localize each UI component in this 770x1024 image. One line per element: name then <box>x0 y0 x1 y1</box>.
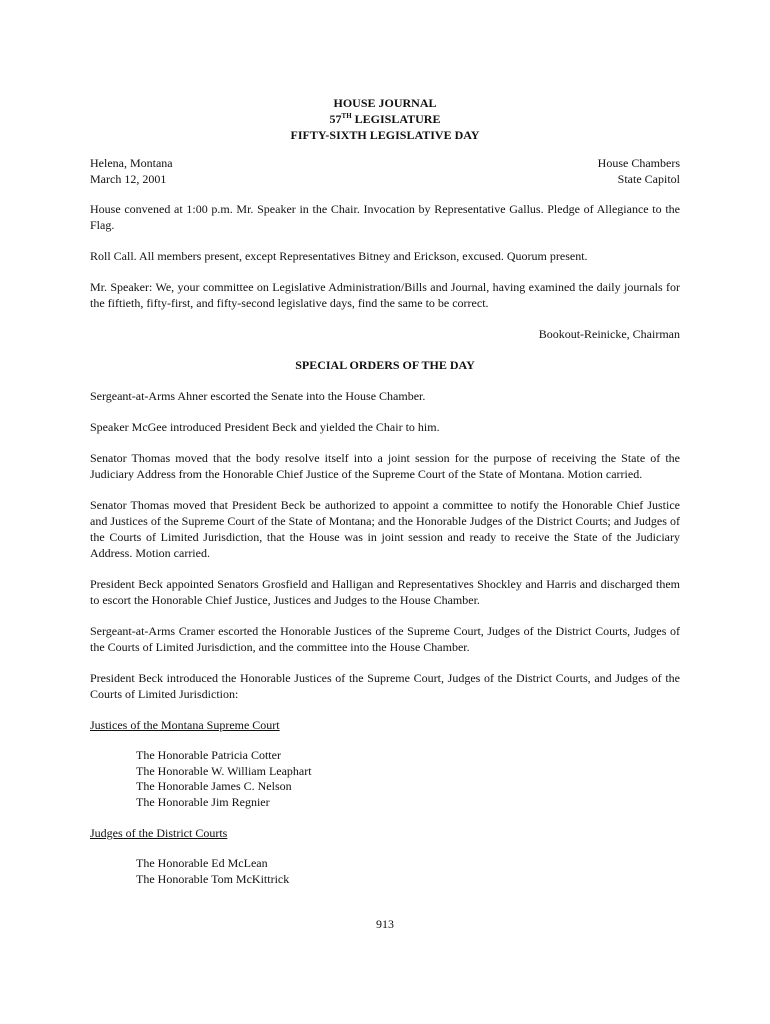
list-item: The Honorable Patricia Cotter <box>136 748 281 762</box>
supreme-court-heading: Justices of the Montana Supreme Court <box>90 718 280 732</box>
list-item: The Honorable Tom McKittrick <box>136 871 290 886</box>
legislature-number: 57 <box>329 112 342 126</box>
date: March 12, 2001 <box>90 172 167 186</box>
paragraph-convened: House convened at 1:00 p.m. Mr. Speaker in the Chair. Invocation by Representative Gallus. Pledge of Allegiance to the Flag. <box>90 202 680 232</box>
list-item: The Honorable Jim Regnier <box>136 794 270 809</box>
list-item: The Honorable James C. Nelson <box>136 779 292 793</box>
list-item: The Honorable Ed McLean <box>136 856 268 870</box>
paragraph-committee-report: Mr. Speaker: We, your committee on Legislative Administration/Bills and Journal, having examined the daily journals for the fiftieth, fifty-first, and fifty-second legislative days, find the same to be correct. <box>90 280 680 310</box>
location-left <box>90 155 173 187</box>
district-courts-heading: Judges of the District Courts <box>90 826 228 840</box>
supreme-court-list <box>90 748 680 810</box>
location-right <box>598 155 680 187</box>
journal-page <box>90 95 680 887</box>
page-number: 913 <box>376 917 394 931</box>
building: State Capitol <box>617 172 680 186</box>
legislative-day: FIFTY-SIXTH LEGISLATIVE DAY <box>290 128 480 142</box>
location-block <box>90 155 680 187</box>
chamber: House Chambers <box>597 156 680 170</box>
city: Helena, Montana <box>90 156 173 170</box>
section-title: SPECIAL ORDERS OF THE DAY <box>295 358 475 372</box>
paragraph-introductions: President Beck introduced the Honorable Justices of the Supreme Court, Judges of the District Courts, and Judges of the Courts of Limited Jurisdiction: <box>90 671 680 701</box>
committee-signature: Bookout-Reinicke, Chairman <box>538 327 680 341</box>
paragraph-senate-escort: Sergeant-at-Arms Ahner escorted the Senate into the House Chamber. <box>90 389 426 403</box>
paragraph-speaker-intro: Speaker McGee introduced President Beck and yielded the Chair to him. <box>90 420 440 434</box>
paragraph-appointment: President Beck appointed Senators Grosfield and Halligan and Representatives Shockley and Harris and discharged them to escort the Honorable Chief Justice, Justices and Judges to the House Chamber. <box>90 577 680 607</box>
paragraph-joint-session: Senator Thomas moved that the body resolve itself into a joint session for the purpose of receiving the State of the Judiciary Address from the Honorable Chief Justice of the Supreme Court of the State of Montana. Motion carried. <box>90 451 680 481</box>
paragraph-justices-escort: Sergeant-at-Arms Cramer escorted the Honorable Justices of the Supreme Court, Judges of the District Courts, Judges of the Courts of Limited Jurisdiction, and the committee into the House Chamber. <box>90 624 680 654</box>
list-item: The Honorable W. William Leaphart <box>136 763 312 778</box>
journal-header <box>90 95 680 143</box>
paragraph-roll-call: Roll Call. All members present, except Representatives Bitney and Erickson, excused. Quorum present. <box>90 249 588 263</box>
legislature-label: LEGISLATURE <box>351 112 441 126</box>
paragraph-committee-appoint: Senator Thomas moved that President Beck be authorized to appoint a committee to notify the Honorable Chief Justice and Justices of the Supreme Court of the State of Montana; and the Honorable Judges of the District Courts; and Judges of the Courts of Limited Jurisdiction, that the House was in joint session and ready to receive the State of the Judiciary Address. Motion carried. <box>90 498 680 560</box>
legislature-ordinal: TH <box>341 112 352 120</box>
legislature-line <box>90 111 680 127</box>
journal-title: HOUSE JOURNAL <box>333 96 437 110</box>
district-courts-list <box>90 856 680 887</box>
